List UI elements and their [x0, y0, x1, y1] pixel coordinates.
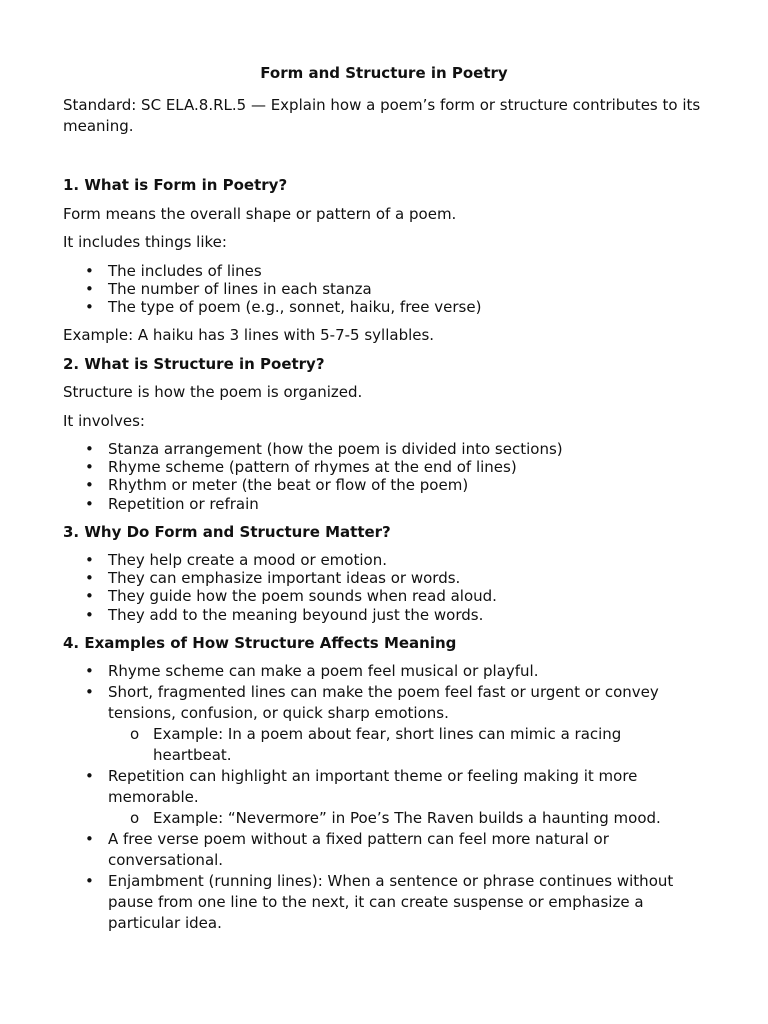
- section-1-paragraph-1: Form means the overall shape or pattern of a poem.: [63, 205, 457, 223]
- list-item: • Repetition or refrain: [63, 495, 713, 513]
- sub-list-item: o Example: In a poem about fear, short lines can mimic a racing heartbeat.: [108, 724, 693, 766]
- sub-list: [108, 808, 693, 829]
- list-item: • They help create a mood or emotion.: [63, 551, 713, 569]
- list-item: [63, 682, 693, 766]
- standard-text: Standard: SC ELA.8.RL.5 — Explain how a poem’s form or structure contributes to its meaning.: [63, 96, 701, 135]
- sub-list-item: o Example: “Nevermore” in Poe’s The Raven builds a haunting mood.: [108, 808, 693, 829]
- sub-list: [108, 724, 693, 766]
- section-4-heading: 4. Examples of How Structure Affects Meaning: [63, 634, 457, 652]
- section-1-example: Example: A haiku has 3 lines with 5-7-5 syllables.: [63, 326, 435, 344]
- list-item: [63, 871, 693, 934]
- list-item: • The type of poem (e.g., sonnet, haiku, free verse): [63, 298, 713, 316]
- section-2-heading: 2. What is Structure in Poetry?: [63, 355, 325, 373]
- section-4-list: [63, 661, 693, 934]
- list-item-text: A free verse poem without a fixed pattern can feel more natural or conversational.: [108, 830, 609, 869]
- list-item: • They can emphasize important ideas or words.: [63, 569, 713, 587]
- list-item: [63, 661, 693, 682]
- list-item: • Rhythm or meter (the beat or flow of the poem): [63, 476, 713, 494]
- section-2-paragraph-1: Structure is how the poem is organized.: [63, 383, 363, 401]
- list-item: [63, 829, 693, 871]
- list-item: • Rhyme scheme (pattern of rhymes at the end of lines): [63, 458, 713, 476]
- section-2-paragraph-2: It involves:: [63, 412, 145, 430]
- section-1-paragraph-2: It includes things like:: [63, 233, 227, 251]
- section-1-heading: 1. What is Form in Poetry?: [63, 176, 288, 194]
- section-2-list: [63, 440, 713, 513]
- section-3-list: [63, 551, 713, 624]
- list-item: [63, 766, 693, 829]
- section-3-heading: 3. Why Do Form and Structure Matter?: [63, 523, 391, 541]
- page-title: Form and Structure in Poetry: [260, 64, 508, 82]
- list-item: • The number of lines in each stanza: [63, 280, 713, 298]
- list-item: • They guide how the poem sounds when read aloud.: [63, 587, 713, 605]
- list-item: • The includes of lines: [63, 262, 713, 280]
- list-item-text: Rhyme scheme can make a poem feel musical or playful.: [108, 662, 539, 680]
- list-item-text: Enjambment (running lines): When a sentence or phrase continues without pause from one line to the next, it can create suspense or emphasize a particular idea.: [108, 872, 674, 932]
- list-item: • Stanza arrangement (how the poem is divided into sections): [63, 440, 713, 458]
- list-item-text: Short, fragmented lines can make the poem feel fast or urgent or convey tensions, confusion, or quick sharp emotions.: [108, 683, 659, 722]
- list-item: • They add to the meaning beyound just the words.: [63, 606, 713, 624]
- section-1-list: [63, 262, 713, 317]
- list-item-text: Repetition can highlight an important theme or feeling making it more memorable.: [108, 767, 638, 806]
